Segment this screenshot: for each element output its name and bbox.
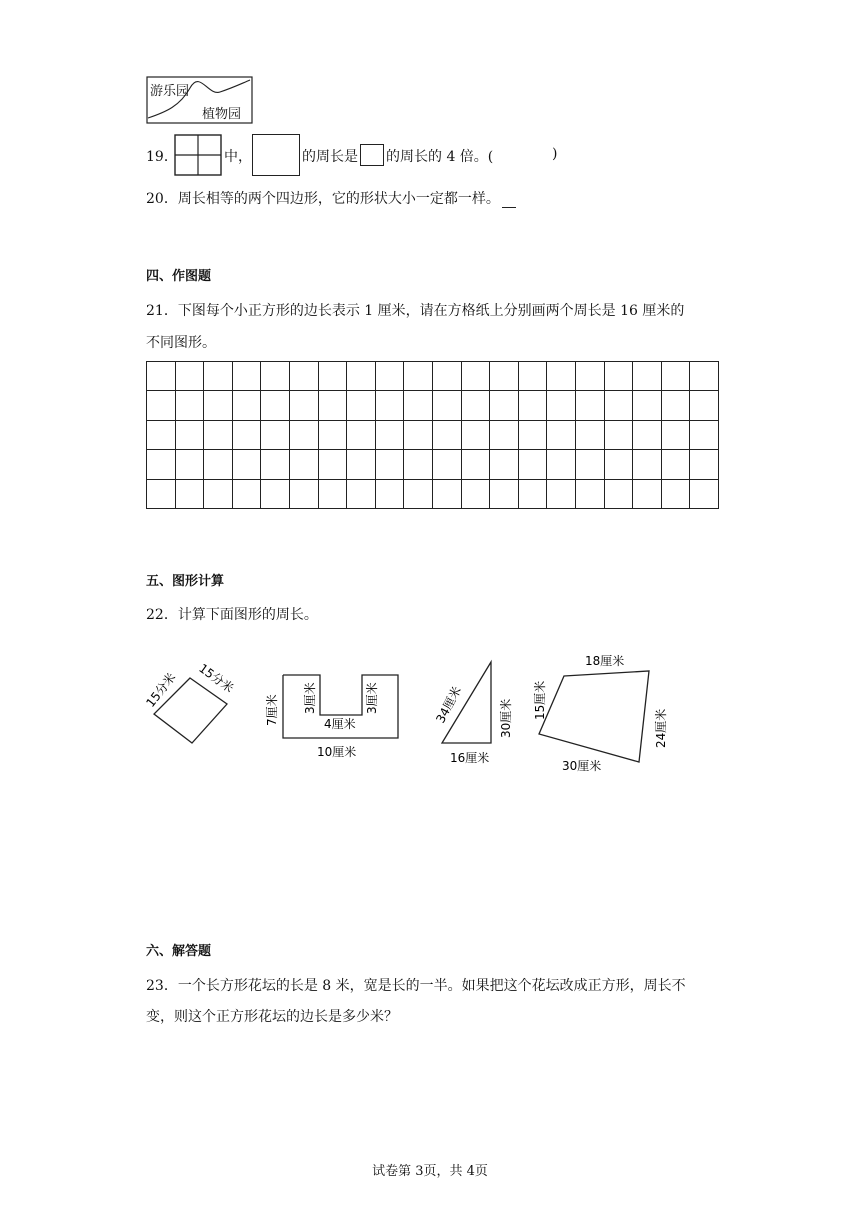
grid-cell[interactable] [432,391,461,420]
figure-2-inner-left-label: 3厘米 [303,682,317,714]
question-22-text: 22．计算下面图形的周长。 [146,607,318,623]
grid-cell[interactable] [633,362,662,391]
grid-cell[interactable] [633,391,662,420]
grid-cell[interactable] [690,391,719,420]
grid-cell[interactable] [204,391,233,420]
question-20-text: 20．周长相等的两个四边形，它的形状大小一定都一样。 [146,191,500,207]
question-19 [146,132,746,178]
grid-cell[interactable] [204,479,233,508]
question-23-line-2: 变，则这个正方形花坛的边长是多少米？ [146,1009,398,1025]
figure-4-top-label: 18厘米 [585,654,625,668]
grid-cell[interactable] [432,479,461,508]
grid-cell[interactable] [547,450,576,479]
grid-cell[interactable] [604,362,633,391]
grid-cell[interactable] [518,420,547,449]
grid-cell[interactable] [261,450,290,479]
figure-2-u-shape [264,675,398,759]
grid-cell[interactable] [575,450,604,479]
question-23-line-1: 23．一个长方形花坛的长是 8 米，宽是长的一半。如果把这个花坛改成正方形，周长不 [146,978,686,994]
map-label-botanical-garden: 植物园 [202,107,242,122]
figure-4-left-label: 15厘米 [533,680,547,720]
grid-row [147,420,719,449]
grid-cell[interactable] [604,391,633,420]
grid-cell[interactable] [575,362,604,391]
park-map-figure [146,76,254,126]
grid-cell[interactable] [318,479,347,508]
figure-3-triangle [432,662,513,765]
figure-4-right-label: 24厘米 [654,708,668,748]
grid-cell[interactable] [461,450,490,479]
square-grid-paper[interactable] [146,361,719,509]
grid-cell[interactable] [232,420,261,449]
grid-cell[interactable] [261,479,290,508]
grid-cell[interactable] [289,450,318,479]
grid-cell[interactable] [375,391,404,420]
grid-cell[interactable] [690,479,719,508]
grid-cell[interactable] [375,479,404,508]
grid-row [147,391,719,420]
figure-1-square [143,660,237,743]
question-20 [146,188,516,208]
grid-cell[interactable] [518,362,547,391]
grid-cell[interactable] [175,391,204,420]
grid-cell[interactable] [633,450,662,479]
question-19-text-d: ) [552,146,558,162]
grid-cell[interactable] [661,391,690,420]
grid-cell[interactable] [633,420,662,449]
grid-cell[interactable] [490,420,519,449]
grid-cell[interactable] [318,420,347,449]
grid-cell[interactable] [404,450,433,479]
figure-4-quadrilateral [532,653,668,773]
grid-cell[interactable] [204,362,233,391]
figure-3-height-label: 30厘米 [499,698,513,738]
grid-cell[interactable] [375,420,404,449]
small-square-figure [360,144,384,166]
grid-row [147,362,719,391]
grid-cell[interactable] [404,479,433,508]
grid-cell[interactable] [147,362,176,391]
grid-cell[interactable] [604,479,633,508]
grid-cell[interactable] [175,479,204,508]
grid-cell[interactable] [490,479,519,508]
figure-2-inner-right-label: 3厘米 [365,682,379,714]
perimeter-figures [130,640,690,790]
grid-cell[interactable] [547,391,576,420]
grid-cell[interactable] [604,450,633,479]
grid-cell[interactable] [318,362,347,391]
grid-cell[interactable] [461,479,490,508]
grid-cell[interactable] [375,450,404,479]
grid-cell[interactable] [289,479,318,508]
grid-cell[interactable] [404,420,433,449]
question-19-text-c: 的周长的 4 倍。( [386,149,494,165]
grid-row [147,479,719,508]
grid-cell[interactable] [633,479,662,508]
section-4-title: 四、作图题 [146,269,212,284]
grid-cell[interactable] [432,450,461,479]
grid-cell[interactable] [232,450,261,479]
grid-cell[interactable] [347,362,376,391]
grid-cell[interactable] [690,420,719,449]
grid-cell[interactable] [289,391,318,420]
grid-cell[interactable] [547,362,576,391]
grid-cell[interactable] [175,362,204,391]
grid-cell[interactable] [261,391,290,420]
question-19-text-b: 的周长是 [302,149,358,165]
grid-cell[interactable] [575,391,604,420]
grid-cell[interactable] [575,420,604,449]
page-footer: 试卷第 3页，共 4页 [372,1164,488,1179]
grid-cell[interactable] [661,420,690,449]
grid-cell[interactable] [432,420,461,449]
grid-cell[interactable] [461,391,490,420]
grid-cell[interactable] [404,362,433,391]
grid-cell[interactable] [261,362,290,391]
grid-cell[interactable] [232,362,261,391]
grid-cell[interactable] [175,420,204,449]
grid-cell[interactable] [318,450,347,479]
grid-cell[interactable] [347,391,376,420]
grid-cell[interactable] [147,391,176,420]
question-20-answer-blank[interactable] [502,191,516,208]
figure-3-hypotenuse-label: 34厘米 [433,684,465,726]
grid-cell[interactable] [347,450,376,479]
figure-1-side-a-label: 15分米 [143,670,179,710]
figure-2-gap-label: 4厘米 [324,717,356,731]
grid-cell[interactable] [490,450,519,479]
four-square-figure [174,134,222,176]
grid-cell[interactable] [204,450,233,479]
grid-cell[interactable] [347,420,376,449]
grid-cell[interactable] [604,420,633,449]
grid-cell[interactable] [261,420,290,449]
grid-cell[interactable] [461,362,490,391]
grid-row [147,450,719,479]
grid-cell[interactable] [232,391,261,420]
grid-cell[interactable] [661,479,690,508]
grid-cell[interactable] [175,450,204,479]
grid-cell[interactable] [518,391,547,420]
question-21-line-2: 不同图形。 [146,335,216,351]
grid-cell[interactable] [147,420,176,449]
grid-cell[interactable] [432,362,461,391]
grid-cell[interactable] [318,391,347,420]
grid-cell[interactable] [690,362,719,391]
grid-cell[interactable] [147,450,176,479]
figure-1-side-b-label: 15分米 [196,661,237,696]
grid-cell[interactable] [375,362,404,391]
grid-cell[interactable] [575,479,604,508]
grid-cell[interactable] [661,362,690,391]
grid-cell[interactable] [547,420,576,449]
question-19-number: 19． [146,149,178,165]
figure-3-base-label: 16厘米 [450,751,490,765]
grid-cell[interactable] [461,420,490,449]
section-6-title: 六、解答题 [146,944,212,959]
grid-cell[interactable] [404,391,433,420]
grid-cell[interactable] [661,450,690,479]
grid-cell[interactable] [232,479,261,508]
grid-cell[interactable] [204,420,233,449]
figure-2-left-height-label: 7厘米 [265,694,279,726]
section-5-title: 五、图形计算 [146,574,225,589]
large-square-figure [252,134,300,176]
grid-cell[interactable] [289,420,318,449]
grid-cell[interactable] [518,450,547,479]
grid-cell[interactable] [490,362,519,391]
map-label-amusement-park: 游乐园 [150,84,190,99]
question-19-text-a: 中， [224,149,252,165]
grid-cell[interactable] [347,479,376,508]
grid-cell[interactable] [490,391,519,420]
figure-4-bottom-label: 30厘米 [562,759,602,773]
grid-cell[interactable] [547,479,576,508]
figure-2-bottom-label: 10厘米 [317,745,357,759]
grid-cell[interactable] [690,450,719,479]
question-21-line-1: 21．下图每个小正方形的边长表示 1 厘米，请在方格纸上分别画两个周长是 16 厘米的 [146,303,685,319]
grid-cell[interactable] [518,479,547,508]
grid-cell[interactable] [289,362,318,391]
grid-cell[interactable] [147,479,176,508]
